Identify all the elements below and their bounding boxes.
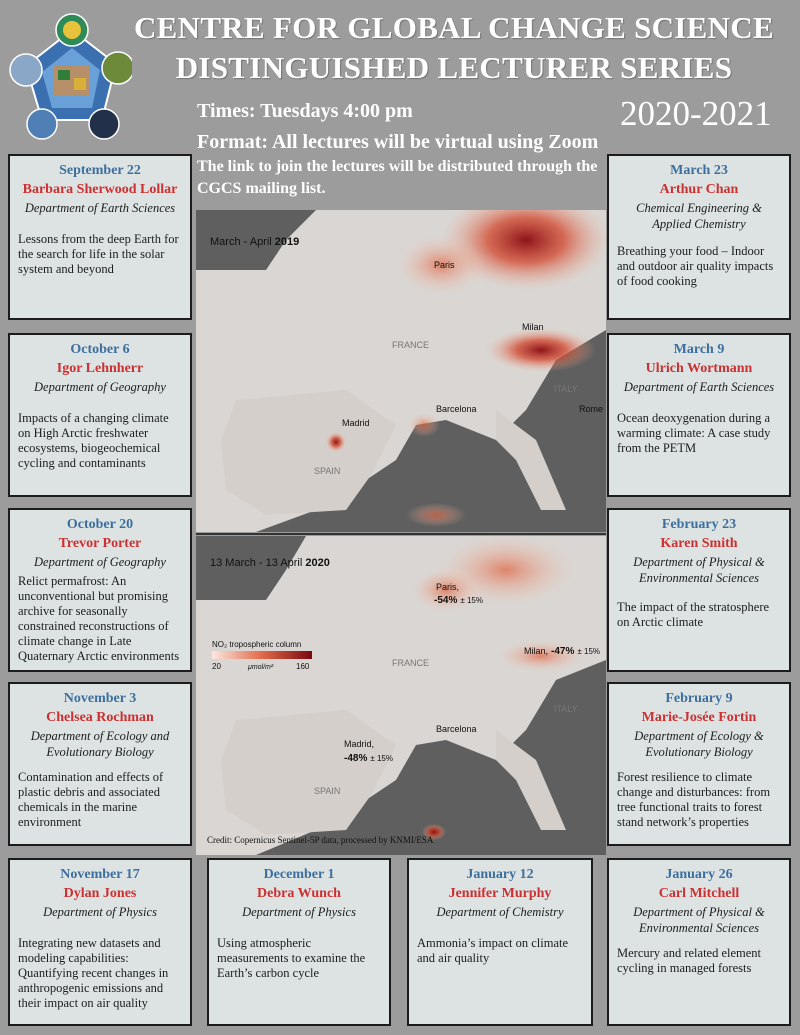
lecturer-department: Department of Ecology & Evolutionary Biology <box>634 729 764 759</box>
lecture-date: March 23 <box>670 163 728 178</box>
lecturer-department: Department of Physics <box>242 905 356 919</box>
no2-map <box>196 210 606 855</box>
lecture-topic: Ammonia’s impact on climate and air quality <box>417 936 569 965</box>
legend-title: NO₂ tropospheric column <box>212 640 302 649</box>
lecturer-department: Department of Physical & Environmental Sciences <box>633 555 765 585</box>
title-line-2: DISTINGUISHED LECTURER SERIES <box>175 50 733 85</box>
lecturer-department: Department of Ecology and Evolutionary Biology <box>30 729 170 759</box>
lecturer-department: Department of Geography <box>34 555 166 569</box>
format-info: Format: All lectures will be virtual using Zoom <box>197 131 599 153</box>
paris-change: -54% ± 15% <box>434 595 483 606</box>
lecturer-name: Igor Lehnherr <box>56 361 144 376</box>
lecture-card <box>8 858 192 1026</box>
lecture-date: October 20 <box>66 517 134 532</box>
lecture-topic: Impacts of a changing climate on High Arctic freshwater ecosystems, biogeochemical cycling and contaminants <box>18 411 169 470</box>
map-panel-2020 <box>196 534 606 855</box>
lecture-card <box>607 508 791 672</box>
year-label: 2020-2021 <box>620 94 772 133</box>
lecture-topic: Breathing your food – Indoor and outdoor air quality impacts of food cooking <box>617 244 774 288</box>
country-spain-2020: SPAIN <box>314 786 341 796</box>
cgcs-logo <box>8 8 132 142</box>
legend-unit: μmol/m² <box>248 664 274 671</box>
lecture-topic: Using atmospheric measurements to examine the Earth’s carbon cycle <box>217 936 366 980</box>
lecturer-department: Department of Earth Sciences <box>24 201 176 215</box>
legend-scale-bar <box>212 651 312 659</box>
lecture-card <box>207 858 391 1026</box>
lecture-topic: Forest resilience to climate change and disturbances: from tree functional traits to forest stand network’s properties <box>617 770 771 829</box>
country-spain-2019: SPAIN <box>314 466 341 476</box>
legend-max: 160 <box>296 662 310 671</box>
lecture-date: January 26 <box>665 867 733 882</box>
lecture-date: March 9 <box>673 342 725 357</box>
city-paris-2020: Paris, <box>436 582 460 592</box>
lecture-card <box>607 682 791 846</box>
lecturer-name: Arthur Chan <box>659 182 739 197</box>
country-italy-2020: ITALY <box>554 704 578 714</box>
link-note: The link to join the lectures will be distributed through the CGCS mailing list. <box>197 158 598 197</box>
city-milan-2019: Milan <box>522 322 544 332</box>
lecture-date: October 6 <box>70 342 130 357</box>
milan-change: Milan, -47% ± 15% <box>524 646 600 657</box>
madrid-change: -48% ± 15% <box>344 753 393 764</box>
lecturer-name: Chelsea Rochman <box>46 710 154 725</box>
lecturer-name: Barbara Sherwood Lollar <box>22 182 178 197</box>
map-credit: Credit: Copernicus Sentinel-5P data, processed by KNMI/ESA <box>207 835 434 845</box>
lecturer-department: Department of Geography <box>34 380 166 394</box>
lecture-card <box>8 154 192 320</box>
lecturer-name: Debra Wunch <box>257 886 341 901</box>
lecturer-department: Chemical Engineering & Applied Chemistry <box>636 201 762 231</box>
map-label-2019: March - April 2019 <box>210 236 300 248</box>
city-madrid-2020: Madrid, <box>344 739 375 749</box>
lecturer-name: Carl Mitchell <box>658 886 740 901</box>
lecture-date: December 1 <box>263 867 335 882</box>
lecturer-name: Dylan Jones <box>63 886 137 901</box>
lecturer-name: Marie-Josée Fortin <box>641 710 757 725</box>
lecture-card <box>407 858 593 1026</box>
lecture-card <box>607 154 791 320</box>
city-barcelona-2020: Barcelona <box>436 724 477 734</box>
lecture-topic: Lessons from the deep Earth for the search for life in the solar system and beyond <box>18 232 179 276</box>
city-madrid-2019: Madrid <box>342 418 370 428</box>
city-rome-2019: Rome <box>579 404 604 414</box>
map-label-2020: 13 March - 13 April 2020 <box>210 557 330 569</box>
city-paris-2019: Paris <box>434 260 455 270</box>
lecture-topic: Integrating new datasets and modeling capabilities: Quantifying recent changes in anthropogenic emissions and their impact on air quality <box>18 936 169 1010</box>
map-panel-2019 <box>196 210 606 532</box>
lecture-date: February 23 <box>661 517 737 532</box>
lecture-date: November 3 <box>63 691 137 706</box>
lecture-date: November 17 <box>60 867 140 882</box>
lecturer-name: Karen Smith <box>660 536 738 551</box>
lecture-card <box>8 333 192 497</box>
lecturer-department: Department of Physics <box>43 905 157 919</box>
lecture-card <box>8 508 192 672</box>
lecture-topic: Contamination and effects of plastic debris and associated chemicals in the marine environment <box>18 770 164 829</box>
lecture-date: September 22 <box>59 163 141 178</box>
city-barcelona-2019: Barcelona <box>436 404 477 414</box>
lecture-topic: Ocean deoxygenation during a warming climate: A case study from the PETM <box>617 411 771 455</box>
times-info: Times: Tuesdays 4:00 pm <box>197 100 413 122</box>
lecture-date: January 12 <box>466 867 534 882</box>
country-france-2019: FRANCE <box>392 340 430 350</box>
country-france-2020: FRANCE <box>392 658 430 668</box>
lecturer-name: Jennifer Murphy <box>448 886 552 901</box>
lecturer-name: Trevor Porter <box>58 536 142 551</box>
lecture-card <box>607 858 791 1026</box>
title-line-1: CENTRE FOR GLOBAL CHANGE SCIENCE <box>133 10 775 45</box>
lecture-topic: The impact of the stratosphere on Arctic climate <box>617 600 770 629</box>
lecturer-department: Department of Chemistry <box>436 905 564 919</box>
lecture-card <box>607 333 791 497</box>
lecturer-department: Department of Earth Sciences <box>623 380 775 394</box>
lecture-topic: Mercury and related element cycling in managed forests <box>617 946 762 975</box>
country-italy-2019: ITALY <box>554 384 578 394</box>
lecturer-name: Ulrich Wortmann <box>645 361 753 376</box>
legend-min: 20 <box>212 662 221 671</box>
lecture-topic: Relict permafrost: An unconventional but promising archive for seasonally constrained reconstructions of climate change in Late Quaternary Arctic environments <box>18 574 180 663</box>
lecturer-department: Department of Physical & Environmental Sciences <box>633 905 765 935</box>
lecture-date: February 9 <box>665 691 733 706</box>
lecture-card <box>8 682 192 846</box>
